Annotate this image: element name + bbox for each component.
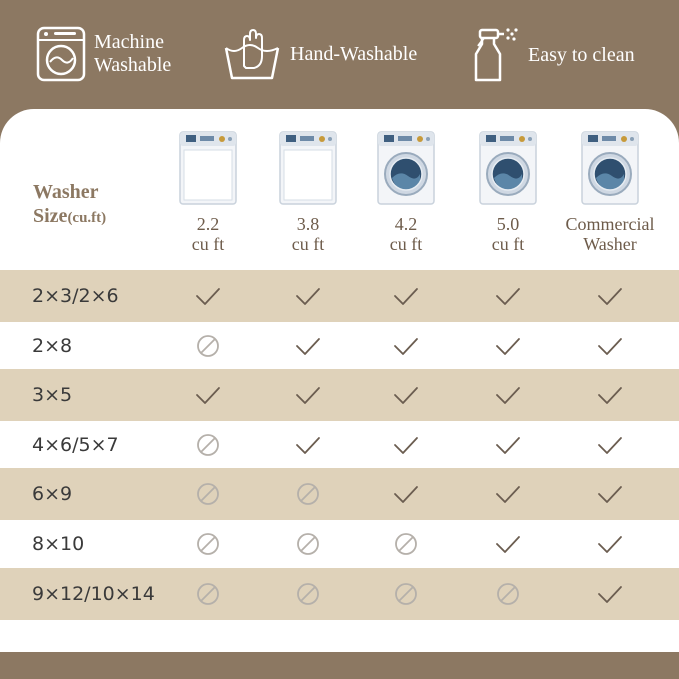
check-icon bbox=[596, 480, 624, 508]
column-label-line1: 4.2 bbox=[394, 214, 418, 234]
washing-machine-icon bbox=[36, 26, 86, 82]
column-header-label bbox=[453, 214, 563, 254]
not-compatible-icon bbox=[294, 480, 322, 508]
check-icon bbox=[392, 431, 420, 459]
not-compatible-icon bbox=[392, 530, 420, 558]
row-size-label: 8×10 bbox=[32, 533, 85, 555]
washer-image bbox=[278, 130, 338, 206]
check-icon bbox=[194, 282, 222, 310]
check-icon bbox=[596, 580, 624, 608]
table-row bbox=[0, 419, 679, 471]
feature-label: Hand-Washable bbox=[290, 42, 418, 65]
column-header-label bbox=[351, 214, 461, 254]
row-size-label: 9×12/10×14 bbox=[32, 582, 155, 605]
not-compatible-icon bbox=[294, 530, 322, 558]
row-size-label: 2×8 bbox=[32, 334, 73, 357]
washer-size-header-line2: Size bbox=[33, 205, 68, 227]
feature-machine-washable bbox=[36, 26, 171, 82]
not-compatible-icon bbox=[194, 530, 222, 558]
column-label-line2: Washer bbox=[583, 234, 637, 254]
not-compatible-icon bbox=[194, 332, 222, 360]
check-icon bbox=[392, 381, 420, 409]
spray-bottle-icon bbox=[470, 26, 520, 84]
features-bar bbox=[0, 0, 679, 108]
check-icon bbox=[596, 282, 624, 310]
feature-label-line1: Machine bbox=[94, 31, 164, 53]
not-compatible-icon bbox=[494, 580, 522, 608]
table-row bbox=[0, 369, 679, 421]
feature-label: Easy to clean bbox=[528, 43, 635, 66]
column-label-line1: 3.8 bbox=[296, 214, 320, 234]
check-icon bbox=[294, 332, 322, 360]
column-label-line1: 2.2 bbox=[196, 214, 220, 234]
check-icon bbox=[494, 480, 522, 508]
check-icon bbox=[596, 381, 624, 409]
not-compatible-icon bbox=[194, 480, 222, 508]
not-compatible-icon bbox=[194, 580, 222, 608]
column-label-line1: Commercial bbox=[565, 214, 655, 234]
check-icon bbox=[494, 431, 522, 459]
column-header-label bbox=[555, 214, 665, 254]
table-row bbox=[0, 320, 679, 372]
check-icon bbox=[294, 431, 322, 459]
column-label-line2: cu ft bbox=[291, 234, 325, 254]
column-label-line2: cu ft bbox=[491, 234, 525, 254]
feature-easy-to-clean bbox=[470, 26, 635, 84]
table-row bbox=[0, 518, 679, 570]
row-size-label: 4×6/5×7 bbox=[32, 433, 119, 456]
check-icon bbox=[392, 332, 420, 360]
check-icon bbox=[392, 480, 420, 508]
row-size-label: 3×5 bbox=[32, 384, 73, 407]
row-size-label: 2×3/2×6 bbox=[32, 285, 119, 307]
table-row bbox=[0, 468, 679, 520]
check-icon bbox=[596, 332, 624, 360]
check-icon bbox=[294, 381, 322, 409]
check-icon bbox=[494, 282, 522, 310]
not-compatible-icon bbox=[294, 580, 322, 608]
column-label-line1: 5.0 bbox=[496, 214, 520, 234]
washer-size-header-line1: Washer bbox=[33, 181, 99, 203]
bottom-band bbox=[0, 652, 679, 679]
not-compatible-icon bbox=[194, 431, 222, 459]
feature-label-line2: Washable bbox=[94, 54, 172, 76]
washer-image bbox=[580, 130, 640, 206]
row-size-label: 6×9 bbox=[32, 483, 73, 506]
check-icon bbox=[494, 530, 522, 558]
check-icon bbox=[194, 381, 222, 409]
hand-wash-icon bbox=[222, 26, 282, 82]
check-icon bbox=[392, 282, 420, 310]
washer-image bbox=[376, 130, 436, 206]
column-label-line2: cu ft bbox=[389, 234, 423, 254]
feature-hand-washable bbox=[222, 26, 417, 82]
washer-size-unit: (cu.ft) bbox=[67, 210, 107, 226]
column-header-label bbox=[253, 214, 363, 254]
table-row bbox=[0, 270, 679, 322]
washer-image bbox=[478, 130, 538, 206]
washer-size-header bbox=[33, 180, 106, 230]
not-compatible-icon bbox=[392, 580, 420, 608]
check-icon bbox=[596, 431, 624, 459]
check-icon bbox=[294, 282, 322, 310]
table-row bbox=[0, 568, 679, 620]
washer-image bbox=[178, 130, 238, 206]
check-icon bbox=[494, 332, 522, 360]
column-header-label bbox=[153, 214, 263, 254]
column-label-line2: cu ft bbox=[191, 234, 225, 254]
check-icon bbox=[596, 530, 624, 558]
check-icon bbox=[494, 381, 522, 409]
